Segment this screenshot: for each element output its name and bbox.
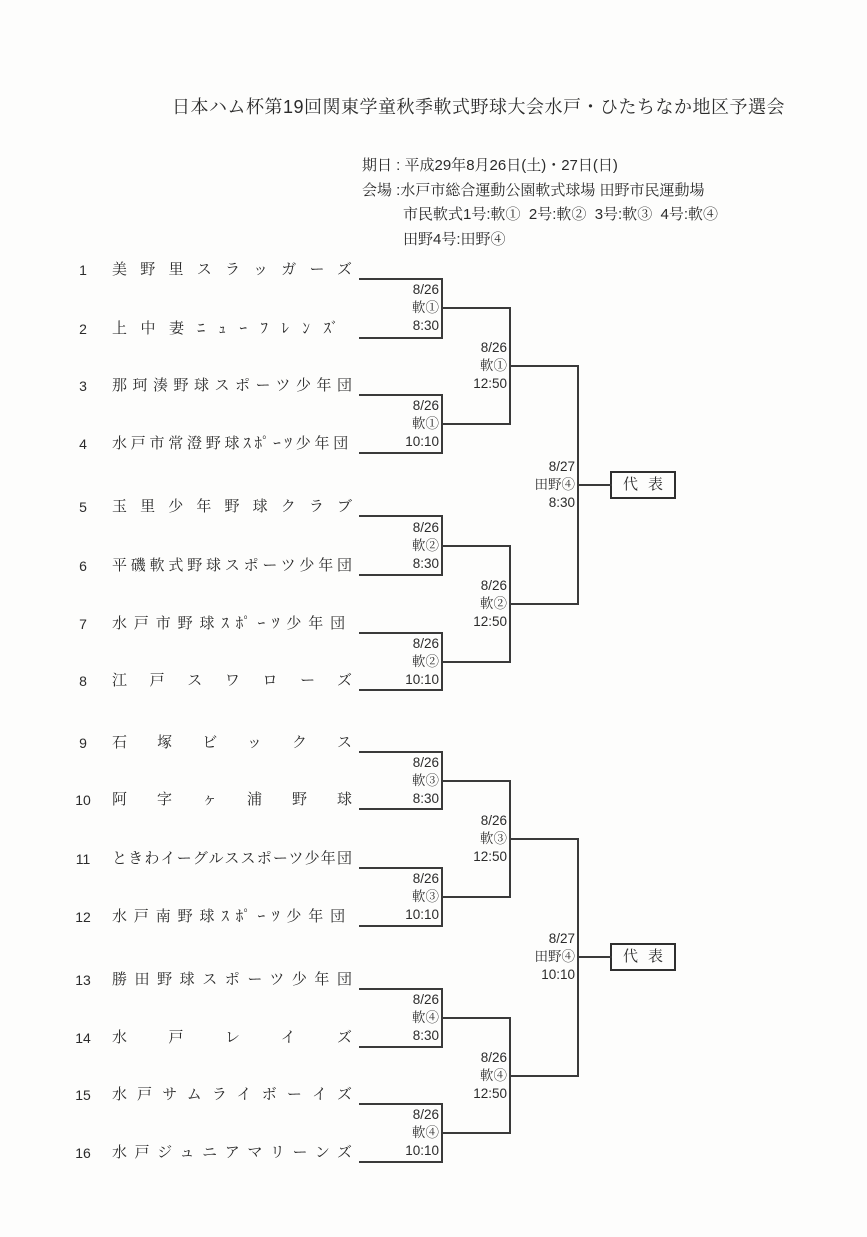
- team-seed: 8: [79, 673, 87, 689]
- match-court: 軟③: [480, 831, 507, 846]
- bracket-line: [359, 867, 441, 869]
- match-date: 8/26: [412, 636, 439, 651]
- match-court: 軟①: [412, 300, 439, 315]
- team-seed: 13: [75, 972, 91, 988]
- bracket-line: [359, 337, 441, 339]
- bracket-line: [577, 484, 612, 486]
- team-name: 水戸ジュニアマリーンズ: [112, 1144, 352, 1161]
- bracket-line: [441, 307, 511, 309]
- team-name: ときわイーグルススポーツ少年団: [112, 850, 352, 867]
- match-time: 10:10: [541, 967, 575, 982]
- final-label: [483, 458, 578, 512]
- team-name: 上中妻ﾆｭｰﾌﾚﾝｽﾞ: [112, 320, 352, 337]
- match-label: [359, 870, 442, 924]
- bracket-line: [509, 365, 579, 367]
- match-court: 軟③: [412, 773, 439, 788]
- bracket-line: [359, 515, 441, 517]
- bracket-line: [509, 1075, 579, 1077]
- bracket-line: [441, 1132, 511, 1134]
- semifinal-label: [427, 339, 510, 393]
- event-court-legend-1: 市民軟式1号:軟① 2号:軟② 3号:軟③ 4号:軟④: [403, 206, 719, 223]
- team-seed: 7: [79, 616, 87, 632]
- bracket-line: [359, 452, 441, 454]
- bracket-line: [359, 751, 441, 753]
- bracket-line: [359, 1103, 441, 1105]
- team-seed: 5: [79, 499, 87, 515]
- match-time: 8:30: [548, 495, 575, 510]
- match-date: 8/27: [548, 931, 575, 946]
- match-court: 田野④: [534, 949, 575, 964]
- match-time: 12:50: [473, 849, 507, 864]
- team-seed: 1: [79, 262, 87, 278]
- bracket-line: [359, 925, 441, 927]
- team-name: 玉里少年野球クラブ: [112, 498, 352, 515]
- match-date: 8/26: [412, 871, 439, 886]
- event-info: [362, 154, 718, 252]
- match-time: 8:30: [412, 1028, 439, 1043]
- match-label: [359, 635, 442, 689]
- match-date: 8/26: [480, 578, 507, 593]
- bracket-line: [441, 896, 511, 898]
- match-label: [359, 754, 442, 808]
- match-date: 8/27: [548, 459, 575, 474]
- bracket-line: [359, 574, 441, 576]
- bracket-line: [509, 838, 579, 840]
- match-date: 8/26: [480, 340, 507, 355]
- team-name: 美野里スラッガーズ: [112, 261, 352, 278]
- match-date: 8/26: [412, 398, 439, 413]
- team-name: 水戸市野球ｽﾎﾟｰﾂ少年団: [112, 615, 352, 632]
- match-time: 12:50: [473, 614, 507, 629]
- team-name: 水戸南野球ｽﾎﾟｰﾂ少年団: [112, 908, 352, 925]
- team-seed: 3: [79, 378, 87, 394]
- team-seed: 6: [79, 558, 87, 574]
- match-date: 8/26: [412, 1107, 439, 1122]
- bracket-line: [359, 1046, 441, 1048]
- match-date: 8/26: [412, 282, 439, 297]
- match-date: 8/26: [480, 1050, 507, 1065]
- bracket-line: [441, 423, 511, 425]
- match-time: 10:10: [405, 672, 439, 687]
- winner-box: 代表: [610, 943, 676, 971]
- team-name: 勝田野球スポーツ少年団: [112, 971, 352, 988]
- bracket-line: [359, 1161, 441, 1163]
- team-seed: 14: [75, 1030, 91, 1046]
- match-label: [359, 991, 442, 1045]
- team-name: 平磯軟式野球スポーツ少年団: [112, 557, 352, 574]
- match-date: 8/26: [412, 520, 439, 535]
- match-label: [359, 1106, 442, 1160]
- team-name: 水戸市常澄野球ｽﾎﾟｰﾂ少年団: [112, 435, 352, 452]
- team-name: 石塚ビックス: [112, 734, 352, 751]
- match-label: [359, 519, 442, 573]
- match-time: 8:30: [412, 318, 439, 333]
- match-court: 軟②: [412, 654, 439, 669]
- match-court: 軟②: [480, 596, 507, 611]
- bracket-line: [441, 661, 511, 663]
- final-label: [483, 930, 578, 984]
- match-label: [359, 281, 442, 335]
- match-court: 田野④: [534, 477, 575, 492]
- match-court: 軟④: [412, 1010, 439, 1025]
- match-time: 8:30: [412, 791, 439, 806]
- team-name: 水戸サムライボーイズ: [112, 1086, 352, 1103]
- bracket-line: [359, 632, 441, 634]
- semifinal-label: [427, 1049, 510, 1103]
- semifinal-label: [427, 577, 510, 631]
- match-court: 軟①: [412, 416, 439, 431]
- bracket-line: [441, 780, 511, 782]
- bracket-line: [359, 278, 441, 280]
- bracket-line: [359, 689, 441, 691]
- team-seed: 2: [79, 321, 87, 337]
- bracket-line: [359, 394, 441, 396]
- team-name: 江戸スワローズ: [112, 672, 352, 689]
- team-seed: 10: [75, 792, 91, 808]
- match-time: 10:10: [405, 907, 439, 922]
- bracket-line: [359, 808, 441, 810]
- match-time: 10:10: [405, 434, 439, 449]
- match-date: 8/26: [480, 813, 507, 828]
- event-court-legend-2: 田野4号:田野④: [403, 230, 506, 248]
- team-seed: 9: [79, 735, 87, 751]
- team-seed: 11: [75, 851, 91, 867]
- event-venue: 会場 :水戸市総合運動公園軟式球場 田野市民運動場: [362, 181, 705, 199]
- semifinal-label: [427, 812, 510, 866]
- page-title: 日本ハム杯第19回関東学童秋季軟式野球大会水戸・ひたちなか地区予選会: [172, 97, 786, 117]
- match-court: 軟④: [412, 1125, 439, 1140]
- match-court: 軟③: [412, 889, 439, 904]
- match-time: 12:50: [473, 1086, 507, 1101]
- match-time: 12:50: [473, 376, 507, 391]
- match-court: 軟②: [412, 538, 439, 553]
- team-seed: 15: [75, 1087, 91, 1103]
- match-date: 8/26: [412, 992, 439, 1007]
- match-time: 8:30: [412, 556, 439, 571]
- match-label: [359, 397, 442, 451]
- team-name: 那珂湊野球スポーツ少年団: [112, 377, 352, 394]
- bracket-line: [441, 1017, 511, 1019]
- team-seed: 4: [79, 436, 87, 452]
- team-seed: 12: [75, 909, 91, 925]
- winner-box: 代表: [610, 471, 676, 499]
- bracket-line: [441, 545, 511, 547]
- match-court: 軟①: [480, 358, 507, 373]
- match-date: 8/26: [412, 755, 439, 770]
- bracket-line: [577, 956, 612, 958]
- match-time: 10:10: [405, 1143, 439, 1158]
- bracket-line: [359, 988, 441, 990]
- team-name: 水戸レイズ: [112, 1029, 352, 1046]
- team-name: 阿字ヶ浦野球: [112, 791, 352, 808]
- team-seed: 16: [75, 1145, 91, 1161]
- bracket-line: [509, 603, 579, 605]
- match-court: 軟④: [480, 1068, 507, 1083]
- event-date: 期日 : 平成29年8月26日(土)・27日(日): [362, 157, 618, 174]
